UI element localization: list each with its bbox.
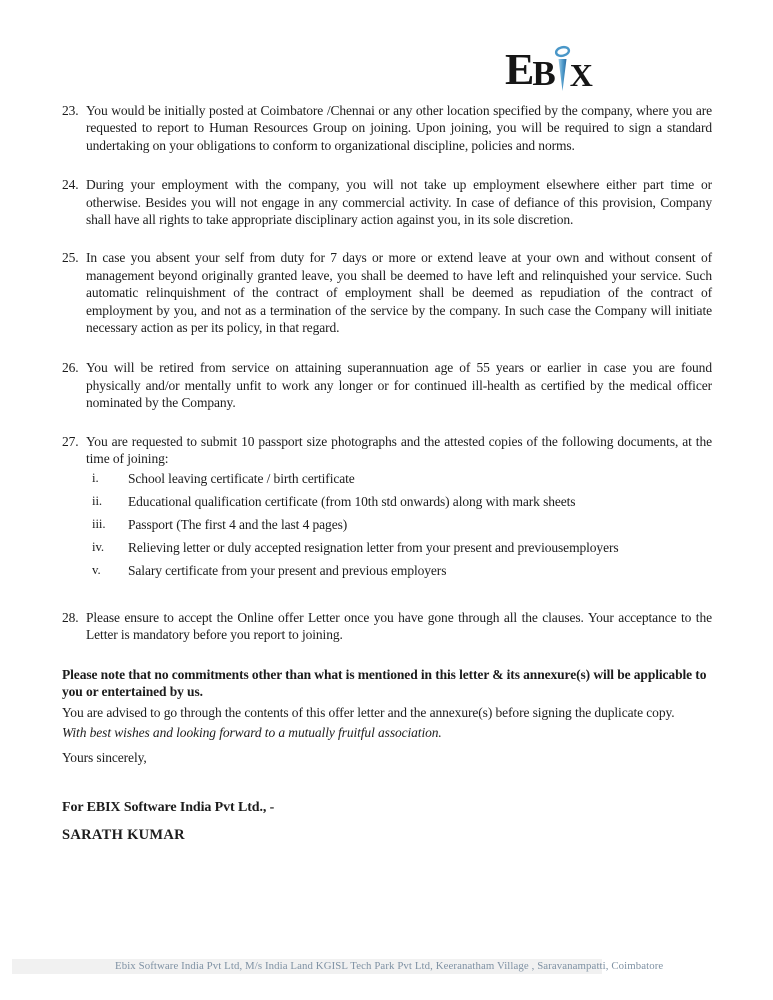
letter-body <box>62 102 712 844</box>
item-text: You are requested to submit 10 passport size photographs and the attested copies of the following documents, at the time of joining: <box>86 433 712 467</box>
ebix-logo <box>505 40 592 94</box>
list-item-25 <box>62 249 712 336</box>
subitem-text: Educational qualification certificate (from 10th std onwards) along with mark sheets <box>128 493 576 509</box>
subitem-text: Passport (The first 4 and the last 4 pages) <box>128 516 348 532</box>
advisory-text: You are advised to go through the contents of this offer letter and the annexure(s) before signing the duplicate copy. <box>62 704 675 720</box>
document-sublist <box>92 470 712 579</box>
sublist-item-i <box>92 470 712 487</box>
item-number: 25. <box>62 250 79 266</box>
item-number: 24. <box>62 177 79 193</box>
signature-company: For EBIX Software India Pvt Ltd., - <box>62 800 275 816</box>
subitem-number: i. <box>92 470 99 485</box>
logo-letter-e: E <box>505 45 534 94</box>
footer-address: Ebix Software India Pvt Ltd, M/s India Land KGISL Tech Park Pvt Ltd, Keeranatham Village , Saravanampatti, Coimbatore <box>115 960 664 972</box>
subitem-number: iii. <box>92 516 106 531</box>
item-number: 23. <box>62 103 79 118</box>
item-text: You would be initially posted at Coimbatore /Chennai or any other location specified by the company, where you are requested to report to Human Resources Group on joining. Upon joining, you will be required to sign a standard undertaking on your obligations to conform to organizational discipline, policies and norms. <box>86 103 712 153</box>
commitments-note: Please note that no commitments other than what is mentioned in this letter & its annexure(s) will be applicable to you or entertained by us. <box>62 666 707 700</box>
item-text: Please ensure to accept the Online offer Letter once you have gone through all the clauses. Your acceptance to the Letter is mandatory before you report to joining. <box>86 609 712 643</box>
list-item-28 <box>62 609 712 644</box>
sublist-item-iv <box>92 539 712 556</box>
best-wishes-line: With best wishes and looking forward to a mutually fruitful association. <box>62 725 442 741</box>
subitem-text: School leaving certificate / birth certificate <box>128 470 355 486</box>
list-item-23 <box>62 102 712 154</box>
item-number: 27. <box>62 433 79 449</box>
item-text: In case you absent your self from duty for 7 days or more or extend leave at your own and without consent of management beyond originally granted leave, you shall be deemed to have left and relinquished your service. Such automatic relinquishment of the contract of employment shall be deemed as repudiation of the contract of employment by you, and not as a termination of the service by the company. In such case the Company will initiate necessary action as per its policy, in that regard. <box>86 250 712 336</box>
sublist-item-v <box>92 562 712 579</box>
list-item-26 <box>62 359 712 411</box>
subitem-text: Salary certificate from your present and previous employers <box>128 562 447 578</box>
subitem-text: Relieving letter or duly accepted resignation letter from your present and previousemployers <box>128 539 619 555</box>
subitem-number: ii. <box>92 493 103 508</box>
logo-letter-b: B <box>532 54 555 93</box>
ebix-halo-i-icon <box>554 44 571 92</box>
closing-salutation: Yours sincerely, <box>62 749 147 765</box>
sublist-item-iii <box>92 516 712 533</box>
subitem-number: v. <box>92 562 101 577</box>
logo-letter-x: X <box>569 57 592 93</box>
list-item-24 <box>62 176 712 228</box>
item-text: During your employment with the company, you will not take up employment elsewhere either part time or otherwise. Besides you will not engage in any commercial activity. In case of defiance of this provision, Company shall have all rights to take appropriate disciplinary action against you, in its sole discretion. <box>86 177 712 228</box>
item-number: 26. <box>62 360 79 376</box>
sublist-item-ii <box>92 493 712 510</box>
list-item-27 <box>62 433 712 468</box>
item-text: You will be retired from service on attaining superannuation age of 55 years or earlier in case you are found physically and/or mentally unfit to work any longer or for continued ill-health as certified by the medical officer nominated by the Company. <box>86 360 712 411</box>
signature-name: SARATH KUMAR <box>62 826 185 843</box>
subitem-number: iv. <box>92 539 105 554</box>
item-number: 28. <box>62 609 79 625</box>
